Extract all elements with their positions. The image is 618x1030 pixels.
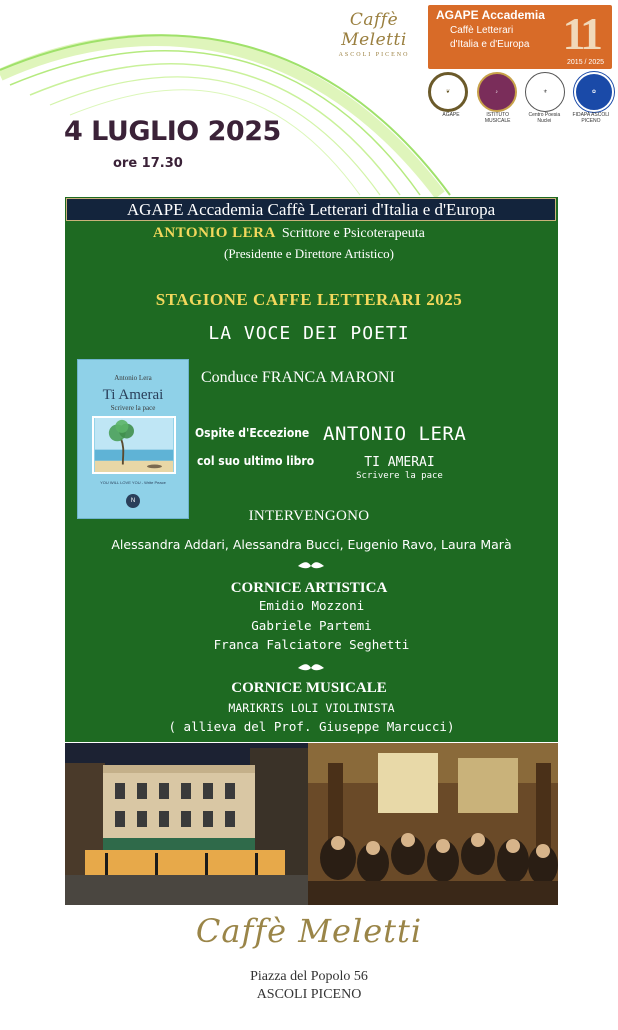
anniversary-years: 2015 / 2025 xyxy=(567,59,604,66)
seal-caption: AGAPE xyxy=(442,112,460,118)
anniversary-number: 11 xyxy=(562,8,600,59)
ornament-divider-icon xyxy=(296,663,326,673)
cafe-exterior-photo xyxy=(65,743,308,905)
event-title: LA VOCE DEI POETI xyxy=(208,323,410,344)
guest-book-subtitle: Scrivere la pace xyxy=(356,471,443,481)
book-cover-painting xyxy=(92,416,176,474)
guest-book-title: TI AMERAI xyxy=(364,455,435,470)
top-logo-city: ASCOLI PICENO xyxy=(338,52,410,58)
speakers-list: Alessandra Addari, Alessandra Bucci, Eugenio Ravo, Laura Marà xyxy=(111,537,512,552)
ornament-divider-icon xyxy=(296,561,326,571)
seal-captions xyxy=(428,112,614,124)
seal-caption: Centro Poesia Nuclei xyxy=(528,112,561,124)
artistic-frame-name: Emidio Mozzoni xyxy=(258,598,365,613)
book-cover-subtitle: Scrivere la pace xyxy=(110,404,156,412)
address-city: ASCOLI PICENO xyxy=(256,987,362,1002)
cafe-interior-photo xyxy=(308,743,558,905)
book-cover-tagline: YOU WILL LOVE YOU - Write Peace xyxy=(100,480,166,485)
author-subtitle: (Presidente e Direttore Artistico) xyxy=(223,246,395,261)
speakers-heading: INTERVENGONO xyxy=(248,508,370,524)
agape-line1: Caffè Letterari xyxy=(450,25,514,36)
agape-title: AGAPE Accademia xyxy=(436,8,545,22)
music-seal-icon: ♪ xyxy=(477,72,517,112)
agape-line2: d'Italia e d'Europa xyxy=(450,39,530,50)
book-cover-title: Ti Amerai xyxy=(102,387,164,403)
musician-name: MARIKRIS LOLI VIOLINISTA xyxy=(228,701,395,715)
host-line: Conduce FRANCA MARONI xyxy=(201,369,395,386)
guest-name: ANTONIO LERA xyxy=(323,423,467,445)
artistic-frame-name: Franca Falciatore Seghetti xyxy=(213,637,410,652)
address-street: Piazza del Popolo 56 xyxy=(250,969,368,984)
author-name: ANTONIO LERA xyxy=(153,225,276,241)
laurel-seal-icon: ❦ xyxy=(428,72,468,112)
academy-banner: AGAPE Accademia Caffè Letterari d'Italia e d'Europa xyxy=(66,198,556,221)
emblem-icon: ⚜ xyxy=(525,72,565,112)
publisher-logo-icon: N xyxy=(126,494,140,508)
venue-address xyxy=(0,968,618,1004)
seal-caption: ISTITUTO MUSICALE xyxy=(484,112,511,124)
season-title: STAGIONE CAFFE LETTERARI 2025 xyxy=(155,290,463,309)
top-meletti-logo xyxy=(328,10,420,58)
event-date: 4 LUGLIO 2025 xyxy=(64,116,281,147)
top-logo-brand: Caffè Meletti xyxy=(341,10,407,50)
author-role: Scrittore e Psicoterapeuta xyxy=(281,226,425,241)
book-cover-author: Antonio Lera xyxy=(114,374,152,382)
artistic-frame-name: Gabriele Partemi xyxy=(251,618,372,633)
agape-anniversary-badge xyxy=(428,5,612,69)
artistic-frame-heading: CORNICE ARTISTICA xyxy=(230,580,388,596)
book-cover xyxy=(77,359,189,519)
seal-caption: FIDAPA ASCOLI PICENO xyxy=(572,112,610,124)
guest-label-1: Ospite d'Eccezione xyxy=(195,426,310,440)
music-frame-heading: CORNICE MUSICALE xyxy=(231,680,387,696)
bottom-meletti-logo: Caffè Meletti xyxy=(195,912,423,950)
guest-label-2: col suo ultimo libro xyxy=(197,454,315,468)
fidapa-logo-icon: ✿ xyxy=(574,72,614,112)
event-time: ore 17.30 xyxy=(113,156,183,171)
musician-note: ( allieva del Prof. Giuseppe Marcucci) xyxy=(168,719,455,734)
author-line xyxy=(153,224,425,242)
